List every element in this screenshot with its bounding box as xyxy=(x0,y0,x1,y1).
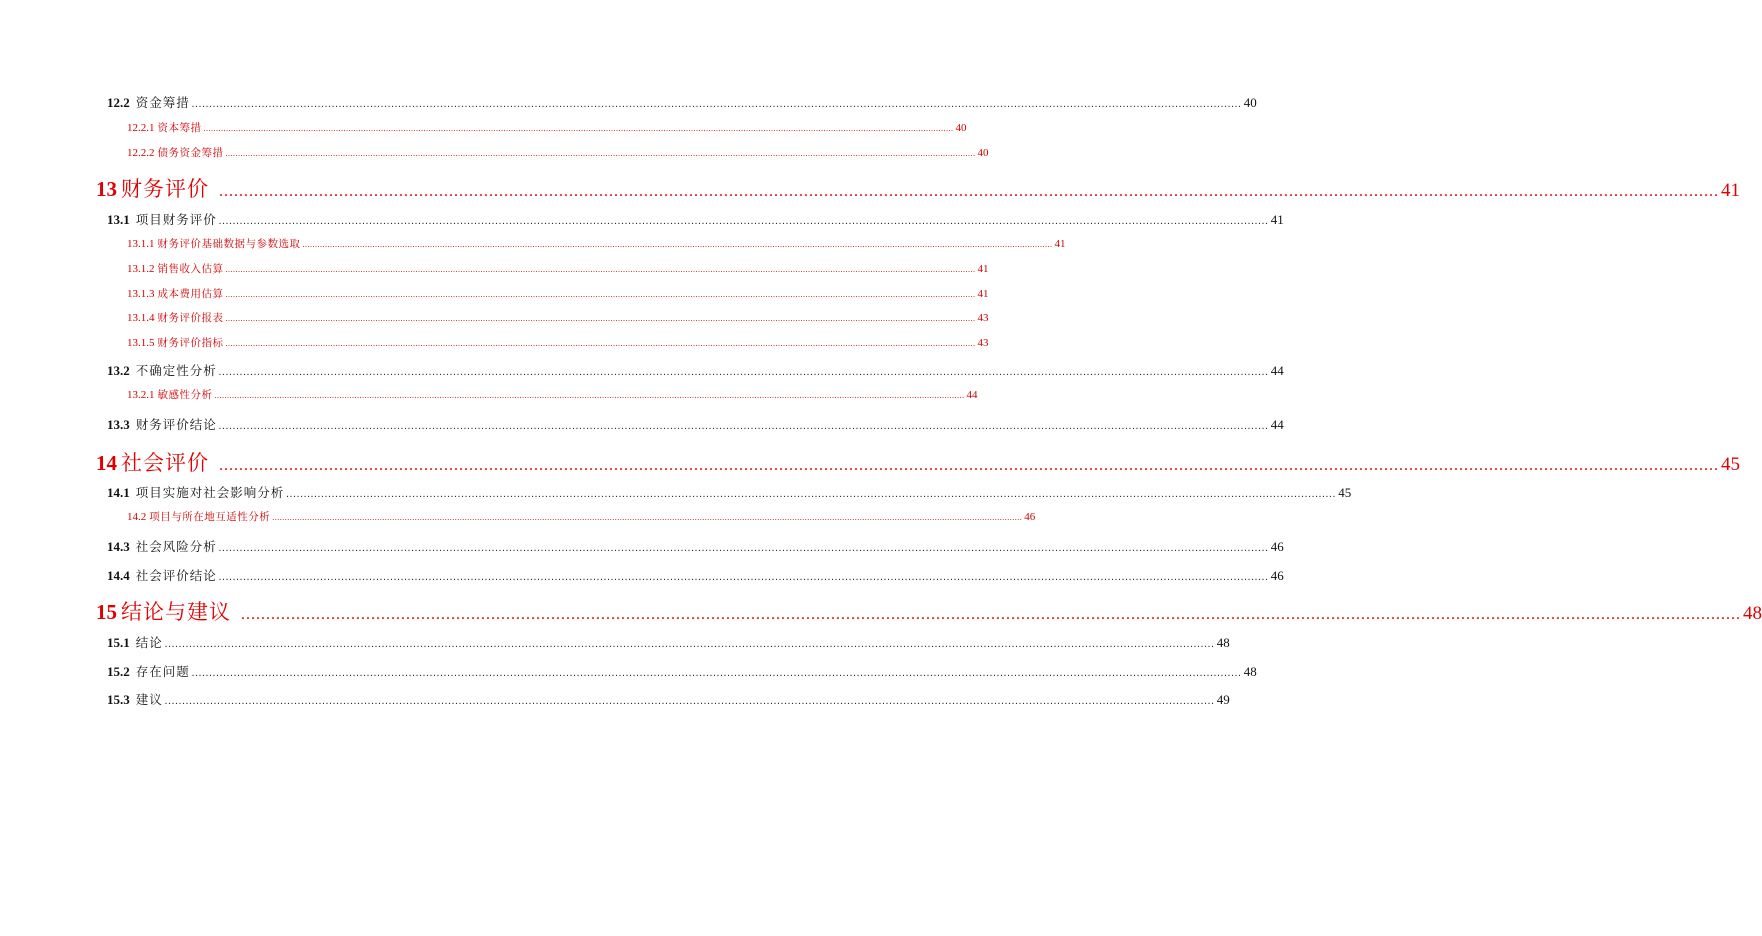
toc-entry-number: 14.4 xyxy=(107,568,130,583)
toc-dot-leader: ............................................................................................................................................................................................................................................................................................................ xyxy=(218,572,1269,583)
toc-entry-number: 12.2.1 xyxy=(127,122,155,134)
toc-entry-number: 13.1.3 xyxy=(127,288,155,300)
toc-entry-page: 41 xyxy=(1270,212,1284,227)
toc-dot-leader: ............................................................................................................................................................................................................................................................................................................ xyxy=(225,339,976,348)
toc-entry-number: 13.1.1 xyxy=(127,238,155,250)
toc-dot-leader: ............................................................................................................................................................................................................................................................................................................ xyxy=(286,489,1337,500)
toc-entry-14-4[interactable] xyxy=(107,566,1284,584)
toc-entry-page: 46 xyxy=(1024,511,1036,523)
toc-dot-leader: ............................................................................................................................................................................................................................................................................................................ xyxy=(302,240,1053,249)
toc-entry-page: 48 xyxy=(1216,635,1230,650)
toc-dot-leader: ............................................................................................................................................................................................................................................................................................................ xyxy=(218,216,1269,227)
toc-entry-page: 40 xyxy=(955,122,967,134)
toc-entry-title: 社会风险分析 xyxy=(135,539,217,554)
toc-entry-number: 14.3 xyxy=(107,539,130,554)
toc-entry-page: 48 xyxy=(1243,664,1257,679)
toc-entry-12-2[interactable] xyxy=(107,93,1257,111)
toc-entry-number: 14.1 xyxy=(107,485,130,500)
toc-dot-leader: ............................................................................................................................................................................................................................................................................................................ xyxy=(219,457,1719,474)
toc-chapter-14[interactable] xyxy=(96,447,1740,477)
toc-chapter-15[interactable] xyxy=(96,596,1762,626)
toc-entry-number: 13.3 xyxy=(107,417,130,432)
toc-entry-title: 财务评价指标 xyxy=(157,337,224,349)
toc-dot-leader: ............................................................................................................................................................................................................................................................................................................ xyxy=(203,124,954,133)
toc-entry-number: 13.1.5 xyxy=(127,337,155,349)
toc-entry-number: 13.1.2 xyxy=(127,263,155,275)
toc-entry-number: 13.1 xyxy=(107,212,130,227)
toc-entry-title: 债务资金筹措 xyxy=(157,147,224,159)
toc-entry-title: 财务评价结论 xyxy=(135,417,217,432)
toc-dot-leader: ............................................................................................................................................................................................................................................................................................................ xyxy=(214,391,965,400)
toc-entry-title: 项目财务评价 xyxy=(135,212,217,227)
toc-dot-leader: ............................................................................................................................................................................................................................................................................................................ xyxy=(225,314,976,323)
toc-entry-title: 销售收入估算 xyxy=(157,263,224,275)
toc-entry-number: 13.2 xyxy=(107,363,130,378)
toc-entry-title: 存在问题 xyxy=(135,664,190,679)
toc-entry-14-1[interactable] xyxy=(107,483,1352,501)
toc-entry-15-3[interactable] xyxy=(107,690,1230,708)
toc-entry-page: 43 xyxy=(977,312,989,324)
toc-dot-leader: ............................................................................................................................................................................................................................................................................................................ xyxy=(219,183,1719,200)
toc-entry-page: 41 xyxy=(1054,238,1066,250)
toc-entry-title: 财务评价 xyxy=(121,177,209,201)
toc-entry-15-2[interactable] xyxy=(107,662,1257,680)
toc-entry-title: 建议 xyxy=(135,692,163,707)
toc-entry-14-3[interactable] xyxy=(107,537,1284,555)
toc-entry-page: 40 xyxy=(1243,95,1257,110)
toc-entry-number: 13.1.4 xyxy=(127,312,155,324)
toc-entry-number: 14 xyxy=(96,451,117,475)
toc-entry-page: 49 xyxy=(1216,692,1230,707)
toc-entry-page: 41 xyxy=(1721,180,1740,201)
toc-entry-12-2-1[interactable] xyxy=(127,120,967,135)
toc-entry-title: 结论与建议 xyxy=(121,600,231,624)
toc-dot-leader: ............................................................................................................................................................................................................................................................................................................ xyxy=(191,99,1242,110)
toc-entry-number: 14.2 xyxy=(127,511,147,523)
toc-entry-number: 13 xyxy=(96,177,117,201)
toc-dot-leader: ............................................................................................................................................................................................................................................................................................................ xyxy=(218,543,1269,554)
toc-entry-page: 44 xyxy=(966,389,978,401)
toc-entry-13-2-1[interactable] xyxy=(127,387,978,402)
toc-entry-page: 48 xyxy=(1743,603,1762,624)
toc-entry-title: 项目与所在地互适性分析 xyxy=(149,511,271,523)
toc-entry-13-1[interactable] xyxy=(107,210,1284,228)
toc-entry-page: 41 xyxy=(977,263,989,275)
toc-entry-page: 43 xyxy=(977,337,989,349)
toc-entry-title: 项目实施对社会影响分析 xyxy=(135,485,285,500)
toc-entry-title: 财务评价报表 xyxy=(157,312,224,324)
toc-dot-leader: ............................................................................................................................................................................................................................................................................................................ xyxy=(272,513,1023,522)
toc-dot-leader: ............................................................................................................................................................................................................................................................................................................ xyxy=(164,696,1215,707)
toc-entry-number: 12.2.2 xyxy=(127,147,155,159)
toc-entry-title: 社会评价结论 xyxy=(135,568,217,583)
toc-entry-13-2[interactable] xyxy=(107,361,1284,379)
toc-entry-page: 40 xyxy=(977,147,989,159)
toc-entry-page: 41 xyxy=(977,288,989,300)
toc-entry-title: 社会评价 xyxy=(121,451,209,475)
toc-entry-13-1-3[interactable] xyxy=(127,286,989,301)
toc-entry-page: 46 xyxy=(1270,539,1284,554)
toc-dot-leader: ............................................................................................................................................................................................................................................................................................................ xyxy=(164,639,1215,650)
toc-entry-15-1[interactable] xyxy=(107,633,1230,651)
toc-entry-12-2-2[interactable] xyxy=(127,145,989,160)
toc-entry-13-1-2[interactable] xyxy=(127,261,989,276)
toc-entry-page: 44 xyxy=(1270,417,1284,432)
toc-dot-leader: ............................................................................................................................................................................................................................................................................................................ xyxy=(225,265,976,274)
toc-entry-number: 15 xyxy=(96,600,117,624)
toc-dot-leader: ............................................................................................................................................................................................................................................................................................................ xyxy=(191,668,1242,679)
toc-entry-13-3[interactable] xyxy=(107,415,1284,433)
toc-entry-number: 13.2.1 xyxy=(127,389,155,401)
toc-entry-number: 12.2 xyxy=(107,95,130,110)
toc-dot-leader: ............................................................................................................................................................................................................................................................................................................ xyxy=(218,421,1269,432)
toc-entry-title: 成本费用估算 xyxy=(157,288,224,300)
toc-entry-page: 44 xyxy=(1270,363,1284,378)
toc-dot-leader: ............................................................................................................................................................................................................................................................................................................ xyxy=(218,367,1269,378)
toc-entry-page: 46 xyxy=(1270,568,1284,583)
toc-dot-leader: ............................................................................................................................................................................................................................................................................................................ xyxy=(225,290,976,299)
toc-chapter-13[interactable] xyxy=(96,173,1740,203)
toc-entry-page: 45 xyxy=(1721,454,1740,475)
toc-entry-13-1-4[interactable] xyxy=(127,310,989,325)
toc-entry-number: 15.1 xyxy=(107,635,130,650)
toc-entry-14-2[interactable] xyxy=(127,509,1036,524)
toc-entry-title: 不确定性分析 xyxy=(135,363,217,378)
toc-dot-leader: ............................................................................................................................................................................................................................................................................................................ xyxy=(241,606,1741,623)
toc-entry-page: 45 xyxy=(1338,485,1352,500)
toc-entry-13-1-1[interactable] xyxy=(127,236,1066,251)
toc-entry-title: 财务评价基础数据与参数选取 xyxy=(157,238,301,250)
toc-entry-title: 敏感性分析 xyxy=(157,389,213,401)
toc-entry-13-1-5[interactable] xyxy=(127,335,989,350)
toc-entry-title: 资金筹措 xyxy=(135,95,190,110)
toc-dot-leader: ............................................................................................................................................................................................................................................................................................................ xyxy=(225,149,976,158)
toc-entry-title: 资本筹措 xyxy=(157,122,202,134)
toc-entry-number: 15.3 xyxy=(107,692,130,707)
toc-entry-title: 结论 xyxy=(135,635,163,650)
toc-entry-number: 15.2 xyxy=(107,664,130,679)
